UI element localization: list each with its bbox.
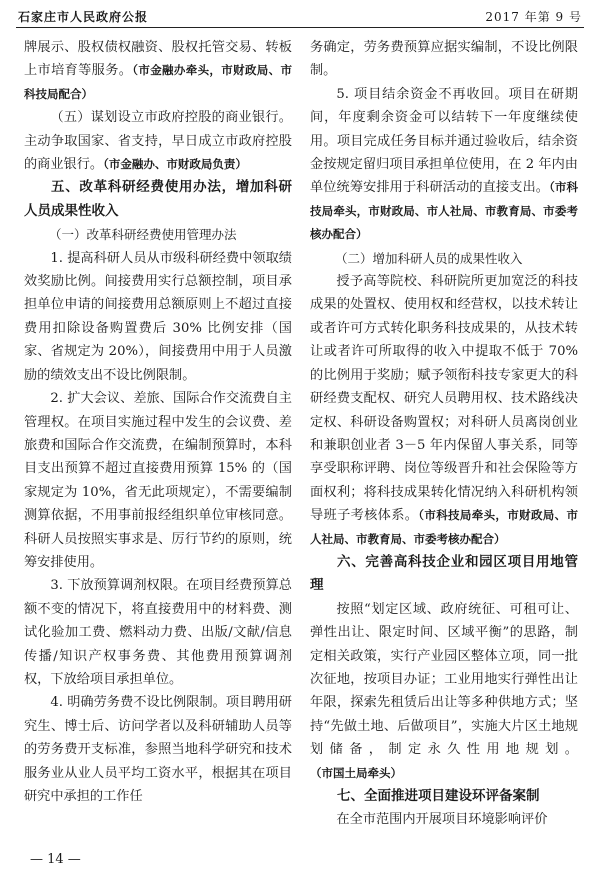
issue-number: 2017 年第 9 号 xyxy=(485,10,582,24)
paragraph: 在全市范围内开展项目环境影响评价 xyxy=(336,812,548,828)
list-item: 5. 项目结余资金不再收回。项目在研期间，年度剩余资金可以结转下一年度继续使用。项目完成任务目标并通过验收后，结余资金按规定留归项目承担单位使用，在 2 年内由单位统筹安排用于科研活动的直接支出。（市科技局牵头，市财政局、市人社局、市教育局、市委考核办配合） xyxy=(310,86,578,242)
subsection-heading: （一）改革科研经费使用管理办法 xyxy=(49,227,237,243)
responsibility-note: （市国土局牵头） xyxy=(310,765,402,780)
right-column xyxy=(310,36,578,832)
page-number: — 14 — xyxy=(30,852,81,867)
subsection-heading: （二）增加科研人员的成果性收入 xyxy=(335,250,523,266)
left-column xyxy=(24,36,292,808)
list-item: 2. 扩大会议、差旅、国际合作交流费自主管理权。在项目实施过程中发生的会议费、差旅费和国际合作交流费，在编制预算时，本科目支出预算不超过直接费用预算 15% 的（国家规定为 10%，省无此项规定），不需要编制测算依据，不用事前报经组织单位审核同意。科研人员按照实事求是、厉行节约的原则，统筹安排使用。 xyxy=(24,391,292,570)
journal-title: 石家庄市人民政府公报 xyxy=(18,10,149,24)
list-item: 4. 明确劳务费不设比例限制。项目聘用研究生、博士后、访问学者以及科研辅助人员等的劳务费开支标准，参照当地科学研究和技术服务业从业人员平均工资水平，根据其在项目研究中承担的工作任 xyxy=(24,695,292,804)
responsibility-note: （市科技局牵头，市财政局、市人社局、市教育局、市委考核办配合） xyxy=(310,180,578,242)
section-heading: 七、全面推进项目建设环评备案制 xyxy=(337,788,540,804)
list-item: 1. 提高科研人员从市级科研经费中领取绩效奖励比例。间接费用实行总额控制，项目承担单位申请的间接费用总额原则上不超过直接费用扣除设备购置费后 30% 比例安排（国家、省规定为 20%），间接费用中用于人员激励的绩效支出不设比例限制。 xyxy=(24,250,292,383)
paragraph: （五）谋划设立市政府控股的商业银行。主动争取国家、省支持，早日成立市政府控股的商业银行。（市金融办、市财政局负责） xyxy=(24,110,292,173)
section-heading: 五、改革科研经费使用办法，增加科研人员成果性收入 xyxy=(24,179,292,219)
list-item: 3. 下放预算调剂权限。在项目经费预算总额不变的情况下，将直接费用中的材料费、测试化验加工费、燃料动力费、出版/文献/信息传播/知识产权事务费、其他费用预算调剂权，下放给项目承担单位。 xyxy=(24,578,292,687)
paragraph: 授予高等院校、科研院所更加宽泛的科技成果的处置权、使用权和经营权，以技术转让或者许可方式转化职务科技成果的，从技术转让或者许可所取得的收入中提取不低于 70% 的比例用于奖励；赋予领衔科技专家更大的科研经费支配权、研究人员聘用权、技术路线决定权、科研设备购置权；对科研人员离岗创业和兼职创业者 3－5 年内保留人事关系，同等享受职称评聘、岗位等级晋升和社会保险等方面权利；将科技成果转化情况纳入科研机构领导班子考核体系。（市科技局牵头，市财政局、市人社局、市教育局、市委考核办配合） xyxy=(310,274,579,546)
responsibility-note: （市金融办牵头，市财政局、市科技局配合） xyxy=(24,63,293,101)
header-divider xyxy=(16,27,584,28)
paragraph: 按照“划定区域、政府统征、可租可让、弹性出让、限定时间、区域平衡”的思路，制定相关政策，实行产业园区整体立项，同一批次征地，按项目办证；工业用地实行弹性出让年限，探索先租赁后出让等多种供地方式；坚持“先做土地、后做项目”，实施大片区土地规划储备，制定永久性用地规划。（市国土局牵头） xyxy=(310,601,578,780)
responsibility-note: （市科技局牵头，市财政局、市人社局、市教育局、市委考核办配合） xyxy=(310,508,579,546)
paragraph: 牌展示、股权债权融资、股权托管交易、转板上市培育等服务。（市金融办牵头，市财政局、市科技局配合） xyxy=(24,40,293,101)
paragraph: 务确定，劳务费预算应据实编制，不设比例限制。 xyxy=(310,40,578,79)
section-heading: 六、完善高科技企业和园区项目用地管理 xyxy=(310,553,578,594)
responsibility-note: （市金融办、市财政局负责） xyxy=(103,157,247,172)
